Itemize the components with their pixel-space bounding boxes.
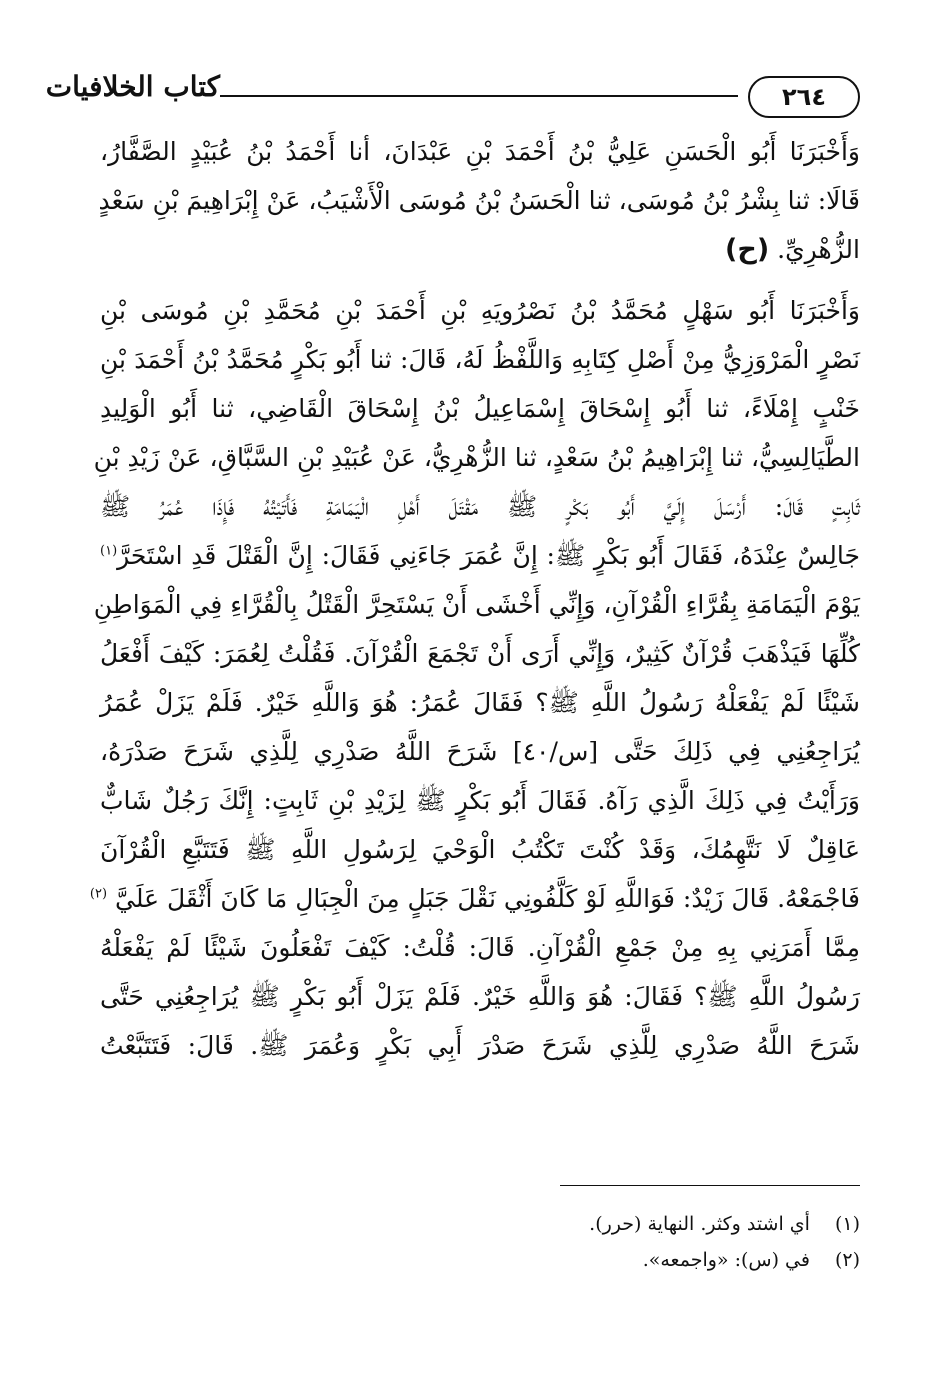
footnotes bbox=[160, 1206, 860, 1278]
text-line-5: نَصْرٍ الْمَرْوَزِيُّ مِنْ أَصْلِ كِتَابِهِ وَاللَّفْظُ لَهُ، قَالَ: ثنا أَبُو بَكْرٍ مُحَمَّدُ بْنُ أَحْمَدَ بْنِ bbox=[100, 345, 860, 374]
text-line-17: مِمَّا أَمَرَنِي بِهِ مِنْ جَمْعِ الْقُرْآنِ. قَالَ: قُلْتُ: كَيْفَ تَفْعَلُونَ شَيْئًا لَمْ يَفْعَلْهُ bbox=[100, 933, 860, 962]
text-line-8: ثَابِتٍ قَالَ: أَرْسَلَ إِلَيَّ أَبُو بَكْرٍ ﷺ مَقْتَلَ أَهْلِ الْيَمَامَةِ فَأَتَيْتُهُ فَإِذَا عُمَرُ ﷺ bbox=[100, 492, 860, 521]
body-text bbox=[89, 127, 860, 1070]
footnote-separator bbox=[560, 1185, 860, 1186]
text-line-4: وَأَخْبَرَنَا أَبُو سَهْلٍ مُحَمَّدُ بْنُ نَصْرُويَهِ بْنِ أَحْمَدَ بْنِ مُحَمَّدِ بْنِ مُوسَى بْنِ bbox=[100, 296, 860, 325]
text-line-9-text: جَالِسٌ عِنْدَهُ، فَقَالَ أَبُو بَكْرٍ ﷺ: إِنَّ عُمَرَ جَاءَنِي فَقَالَ: إِنَّ الْقَتْلَ قَدِ اسْتَحَرَّ bbox=[117, 541, 860, 570]
footnote-ref-2: (٢) bbox=[89, 886, 108, 902]
text-line-16 bbox=[89, 874, 860, 923]
tahwil-symbol: (ح) bbox=[725, 234, 770, 265]
book-title: كتاب الخلافيات bbox=[45, 70, 220, 103]
text-line-10: يَوْمَ الْيَمَامَةِ بِقُرَّاءِ الْقُرْآنِ، وَإِنِّي أَخْشَى أَنْ يَسْتَحِرَّ الْقَتْلُ بِالْقُرَّاءِ فِي الْمَوَاطِنِ bbox=[93, 590, 860, 619]
footnote-number: (٢) bbox=[834, 1249, 860, 1271]
footnote-2 bbox=[160, 1242, 860, 1278]
text-line-15: عَاقِلٌ لَا نَتَّهِمُكَ، وَقَدْ كُنْتَ تَكْتُبُ الْوَحْيَ لِرَسُولِ اللَّهِ ﷺ فَتَتَبَّعِ الْقُرْآنَ bbox=[100, 835, 860, 864]
text-line-12: شَيْئًا لَمْ يَفْعَلْهُ رَسُولُ اللَّهِ ﷺ؟ فَقَالَ عُمَرُ: هُوَ وَاللَّهِ خَيْرٌ. فَلَمْ يَزَلْ عُمَرُ bbox=[100, 688, 860, 717]
text-line-3-text: الزُّهْرِيِّ. bbox=[777, 235, 860, 264]
text-line-3 bbox=[100, 225, 860, 274]
text-line-14: وَرَأَيْتُ فِي ذَلِكَ الَّذِي رَآهُ. فَقَالَ أَبُو بَكْرٍ ﷺ لِزَيْدِ بْنِ ثَابِتٍ: إِنَّكَ رَجُلٌ شَابٌّ bbox=[100, 786, 860, 815]
text-line-2: قَالَا: ثنا بِشْرُ بْنُ مُوسَى، ثنا الْحَسَنُ بْنُ مُوسَى الْأَشْيَبُ، عَنْ إِبْرَاهِيمَ بْنِ سَعْدٍ bbox=[98, 186, 860, 215]
header-rule bbox=[220, 95, 738, 97]
text-line-18: رَسُولُ اللَّهِ ﷺ؟ فَقَالَ: هُوَ وَاللَّهِ خَيْرٌ. فَلَمْ يَزَلْ أَبُو بَكْرٍ ﷺ يُرَاجِعُنِي حَتَّى bbox=[100, 982, 860, 1011]
footnote-text: أي اشتد وكثر. النهاية (حرر). bbox=[589, 1213, 810, 1235]
text-line-13: يُرَاجِعُنِي فِي ذَلِكَ حَتَّى [س/٤٠] شَرَحَ اللَّهُ صَدْرِي لِلَّذِي شَرَحَ صَدْرَهُ، bbox=[100, 737, 860, 766]
text-line-1: وَأَخْبَرَنَا أَبُو الْحَسَنِ عَلِيُّ بْنُ أَحْمَدَ بْنِ عَبْدَانَ، أنا أَحْمَدُ بْنُ عُبَيْدٍ الصَّفَّارُ، bbox=[100, 137, 860, 166]
page-header bbox=[45, 68, 860, 124]
footnote-1 bbox=[160, 1206, 860, 1242]
footnote-text: في (س): «واجمعه». bbox=[642, 1249, 810, 1271]
page-number: ٢٦٤ bbox=[782, 83, 826, 111]
footnote-ref-1: (١) bbox=[100, 543, 118, 559]
page-number-badge bbox=[748, 76, 860, 118]
footnote-number: (١) bbox=[834, 1213, 860, 1235]
text-line-6: خَنْبٍ إِمْلَاءً، ثنا أَبُو إِسْحَاقَ إِسْمَاعِيلُ بْنُ إِسْحَاقَ الْقَاضِي، ثنا أَبُو الْوَلِيدِ bbox=[100, 394, 860, 423]
text-line-11: كُلِّهَا فَيَذْهَبَ قُرْآنٌ كَثِيرٌ، وَإِنِّي أَرَى أَنْ تَجْمَعَ الْقُرْآنَ. فَقُلْتُ لِعُمَرَ: كَيْفَ أَفْعَلُ bbox=[100, 639, 860, 668]
text-line-16-text: فَاجْمَعْهُ. قَالَ زَيْدٌ: فَوَاللَّهِ لَوْ كَلَّفُونِي نَقْلَ جَبَلٍ مِنَ الْجِبَالِ مَا كَانَ أَثْقَلَ عَلَيَّ bbox=[115, 884, 860, 913]
text-line-9 bbox=[100, 531, 860, 580]
text-line-19: شَرَحَ اللَّهُ صَدْرِي لِلَّذِي شَرَحَ صَدْرَ أَبِي بَكْرٍ وَعُمَرَ ﷺ. قَالَ: فَتَتَبَّعْتُ bbox=[100, 1031, 860, 1060]
text-line-7: الطَّيَالِسِيُّ، ثنا إِبْرَاهِيمُ بْنُ سَعْدٍ، ثنا الزُّهْرِيُّ، عَنْ عُبَيْدِ بْنِ السَّبَّاقِ، عَنْ زَيْدِ بْنِ bbox=[93, 443, 860, 472]
